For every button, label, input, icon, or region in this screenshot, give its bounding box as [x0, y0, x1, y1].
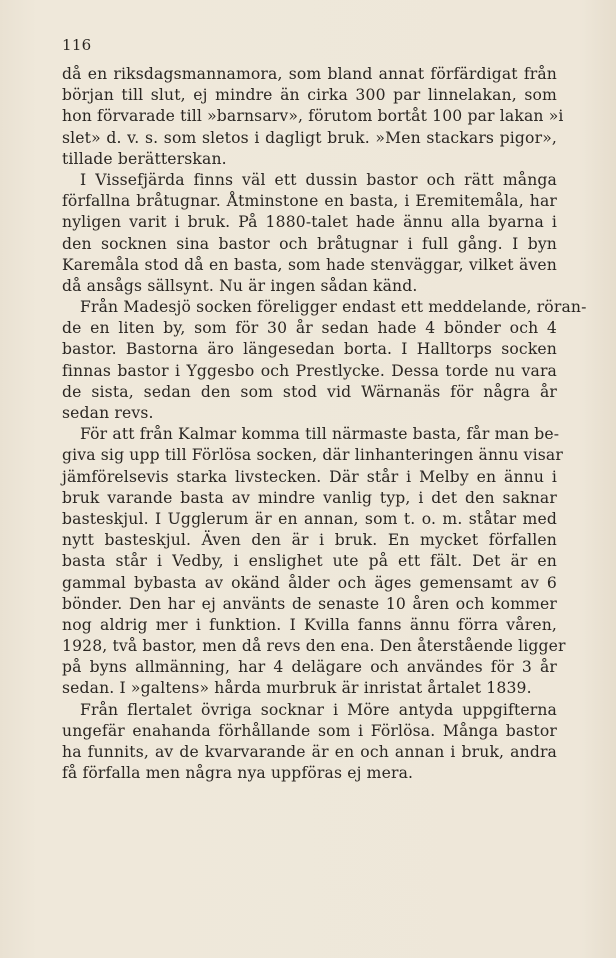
text-line: gammal bybasta av okänd ålder och äges gemensamt av 6	[62, 573, 557, 592]
text-line: finnas bastor i Yggesbo och Prestlycke. Dessa torde nu vara	[62, 361, 557, 380]
text-line: basteskjul. I Ugglerum är en annan, som t. o. m. ståtar med	[62, 509, 557, 528]
text-line: nyligen varit i bruk. På 1880-talet hade ännu alla byarna i	[62, 213, 557, 232]
text-line: nog aldrig mer i funktion. I Kvilla fanns ännu förra våren,	[62, 615, 557, 634]
text-line: Från flertalet övriga socknar i Möre antyda uppgifterna	[80, 700, 557, 719]
text-line: giva sig upp till Förlösa socken, där linhanteringen ännu visar	[62, 446, 563, 465]
text-line: början till slut, ej mindre än cirka 300 par linnelakan, som	[62, 86, 557, 105]
text-line: basta står i Vedby, i enslighet ute på ett fält. Det är en	[62, 552, 557, 571]
text-line: bastor. Bastorna äro längesedan borta. I Halltorps socken	[62, 340, 557, 359]
text-line: tillade berätterskan.	[62, 149, 227, 168]
text-line: sedan revs.	[62, 404, 154, 422]
text-line: få förfalla men några nya uppföras ej mera.	[62, 764, 414, 783]
text-line: För att från Kalmar komma till närmaste basta, får man be-	[80, 425, 560, 444]
text-line: slet» d. v. s. som sletos i dagligt bruk. »Men stackars pigor»,	[62, 128, 557, 147]
text-line: sedan. I »galtens» hårda murbruk är inristat årtalet 1839.	[62, 679, 532, 698]
body-text	[62, 64, 587, 784]
text-line: ungefär enahanda förhållande som i Förlösa. Många bastor	[62, 721, 557, 740]
text-line: jämförelsevis starka livstecken. Där står i Melby en ännu i	[62, 467, 557, 486]
text-line: nytt basteskjul. Även den är i bruk. En mycket förfallen	[62, 531, 557, 550]
text-line: I Vissefjärda finns väl ett dussin bastor och rätt många	[80, 170, 557, 189]
text-line: den socknen sina bastor och bråtugnar i full gång. I byn	[62, 234, 557, 253]
text-line: Från Madesjö socken föreligger endast ett meddelande, röran-	[80, 298, 587, 317]
text-line: förfallna bråtugnar. Åtminstone en basta, i Eremitemåla, har	[62, 192, 557, 211]
text-line: på byns allmänning, har 4 delägare och användes för 3 år	[62, 658, 557, 677]
text-line: då en riksdagsmannamora, som bland annat förfärdigat från	[62, 65, 557, 83]
text-line: då ansågs sällsynt. Nu är ingen sådan känd.	[62, 276, 418, 295]
text-line: Karemåla stod då en basta, som hade stenväggar, vilket även	[62, 255, 557, 274]
text-line: de en liten by, som för 30 år sedan hade 4 bönder och 4	[62, 319, 557, 338]
text-line: hon förvarade till »barnsarv», förutom bortåt 100 par lakan »i	[62, 107, 564, 126]
page-number: 116	[62, 36, 92, 54]
text-line: ha funnits, av de kvarvarande är en och annan i bruk, andra	[62, 743, 557, 761]
text-line: bruk varande basta av mindre vanlig typ, i det den saknar	[62, 488, 557, 507]
text-line: bönder. Den har ej använts de senaste 10 åren och kommer	[62, 594, 557, 613]
text-line: 1928, två bastor, men då revs den ena. Den återstående ligger	[62, 637, 566, 656]
text-line: de sista, sedan den som stod vid Wärnanäs för några år	[62, 382, 557, 401]
